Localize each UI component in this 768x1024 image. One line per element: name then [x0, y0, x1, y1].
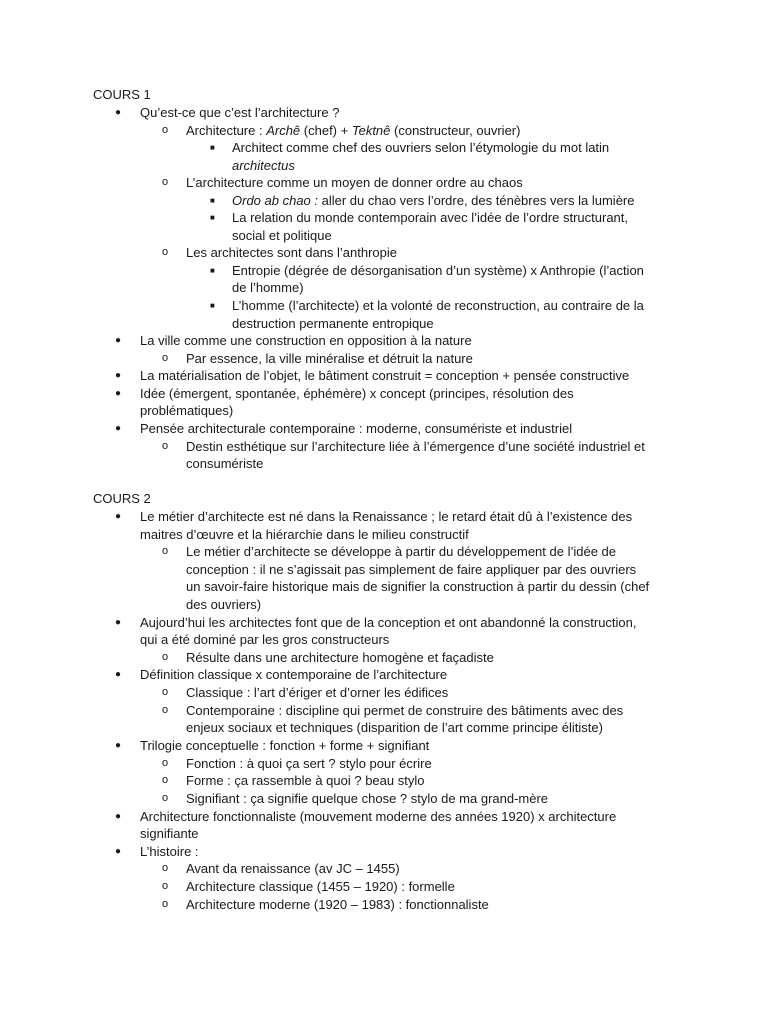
list-item: Classique : l’art d’ériger et d’orner les édifices [186, 685, 449, 700]
list-item: Destin esthétique sur l’architecture liée à l’émergence d’une société industriel et [186, 439, 645, 454]
bullet-level-1: ● [115, 370, 122, 381]
bullet-level-3: ■ [210, 213, 215, 222]
bullet-level-1: ● [115, 740, 122, 751]
list-item: Ordo ab chao : aller du chao vers l’ordre, des ténèbres vers la lumière [232, 193, 635, 208]
bullet-level-1: ● [115, 107, 122, 118]
list-item: Architecture fonctionnaliste (mouvement moderne des années 1920) x architecture [140, 809, 617, 824]
list-item-continuation: architectus [232, 158, 295, 173]
bullet-level-2: o [162, 774, 169, 786]
bullet-level-2: o [162, 792, 169, 804]
list-item: Trilogie conceptuelle : fonction + forme + signifiant [140, 738, 430, 753]
bullet-level-1: ● [115, 423, 122, 434]
list-item: La matérialisation de l’objet, le bâtiment construit = conception + pensée constructive [140, 368, 630, 383]
list-item: L’homme (l’architecte) et la volonté de reconstruction, au contraire de la [232, 298, 644, 313]
list-item: Fonction : à quoi ça sert ? stylo pour écrire [186, 756, 432, 771]
list-item-continuation: de l’homme) [232, 280, 304, 295]
list-item: Contemporaine : discipline qui permet de construire des bâtiments avec des [186, 703, 624, 718]
bullet-level-3: ■ [210, 301, 215, 310]
bullet-level-2: o [162, 686, 169, 698]
list-item-continuation: enjeux sociaux et techniques (disparition de l’art comme principe élitiste) [186, 720, 603, 735]
list-item: L’histoire : [140, 844, 199, 859]
list-item-continuation: social et politique [232, 228, 332, 243]
bullet-level-2: o [162, 704, 169, 716]
list-item: Résulte dans une architecture homogène et façadiste [186, 650, 494, 665]
section-heading-cours-2: COURS 2 [93, 491, 151, 506]
list-item-continuation: conception : il ne s’agissait pas simplement de faire appliquer par des ouvriers [186, 562, 637, 577]
bullet-level-2: o [162, 124, 169, 136]
bullet-level-2: o [162, 176, 169, 188]
bullet-level-1: ● [115, 388, 122, 399]
bullet-level-1: ● [115, 669, 122, 680]
bullet-level-2: o [162, 757, 169, 769]
section-heading-cours-1: COURS 1 [93, 87, 151, 102]
list-item: Architecture : Archê (chef) + Tektnê (constructeur, ouvrier) [186, 123, 521, 138]
list-item: Architecture classique (1455 – 1920) : formelle [186, 879, 455, 894]
bullet-level-2: o [162, 651, 169, 663]
bullet-level-1: ● [115, 617, 122, 628]
list-item: Aujourd’hui les architectes font que de la conception et ont abandonné la construction, [140, 615, 637, 630]
bullet-level-1: ● [115, 846, 122, 857]
bullet-level-2: o [162, 440, 169, 452]
bullet-level-1: ● [115, 511, 122, 522]
list-item: Architecture moderne (1920 – 1983) : fonctionnaliste [186, 897, 489, 912]
bullet-level-2: o [162, 352, 169, 364]
list-item-continuation: consumériste [186, 456, 264, 471]
list-item: Qu’est-ce que c’est l’architecture ? [140, 105, 340, 120]
list-item: Pensée architecturale contemporaine : moderne, consumériste et industriel [140, 421, 573, 436]
bullet-level-1: ● [115, 811, 122, 822]
list-item: Architect comme chef des ouvriers selon l’étymologie du mot latin [232, 140, 610, 155]
list-item: La ville comme une construction en opposition à la nature [140, 333, 472, 348]
list-item-continuation: des ouvriers) [186, 597, 262, 612]
bullet-level-2: o [162, 246, 169, 258]
bullet-level-2: o [162, 862, 169, 874]
bullet-level-3: ■ [210, 266, 215, 275]
bullet-level-3: ■ [210, 143, 215, 152]
list-item: Définition classique x contemporaine de l’architecture [140, 667, 448, 682]
list-item: Entropie (dégrée de désorganisation d’un système) x Anthropie (l’action [232, 263, 644, 278]
list-item: La relation du monde contemporain avec l’idée de l’ordre structurant, [232, 210, 629, 225]
bullet-level-1: ● [115, 335, 122, 346]
bullet-level-2: o [162, 880, 169, 892]
list-item-continuation: problématiques) [140, 403, 234, 418]
list-item: Signifiant : ça signifie quelque chose ? stylo de ma grand-mère [186, 791, 549, 806]
bullet-level-3: ■ [210, 196, 215, 205]
list-item-continuation: maitres d’œuvre et la hiérarchie dans le milieu constructif [140, 527, 469, 542]
list-item: Le métier d’architecte est né dans la Renaissance ; le retard était dû à l’existence des [140, 509, 633, 524]
list-item-continuation: signifiante [140, 826, 199, 841]
list-item: Idée (émergent, spontanée, éphémère) x concept (principes, résolution des [140, 386, 574, 401]
list-item: Par essence, la ville minéralise et détruit la nature [186, 351, 473, 366]
list-item: Avant da renaissance (av JC – 1455) [186, 861, 400, 876]
list-item-continuation: un savoir-faire historique mais de signifier la construction à partir du dessin (chef [186, 579, 650, 594]
bullet-level-2: o [162, 898, 169, 910]
bullet-level-2: o [162, 545, 169, 557]
list-item: Les architectes sont dans l’anthropie [186, 245, 398, 260]
list-item: Forme : ça rassemble à quoi ? beau stylo [186, 773, 425, 788]
list-item: Le métier d’architecte se développe à partir du développement de l’idée de [186, 544, 616, 559]
list-item-continuation: destruction permanente entropique [232, 316, 434, 331]
list-item-continuation: qui a été dominé par les gros constructeurs [140, 632, 390, 647]
list-item: L’architecture comme un moyen de donner ordre au chaos [186, 175, 523, 190]
